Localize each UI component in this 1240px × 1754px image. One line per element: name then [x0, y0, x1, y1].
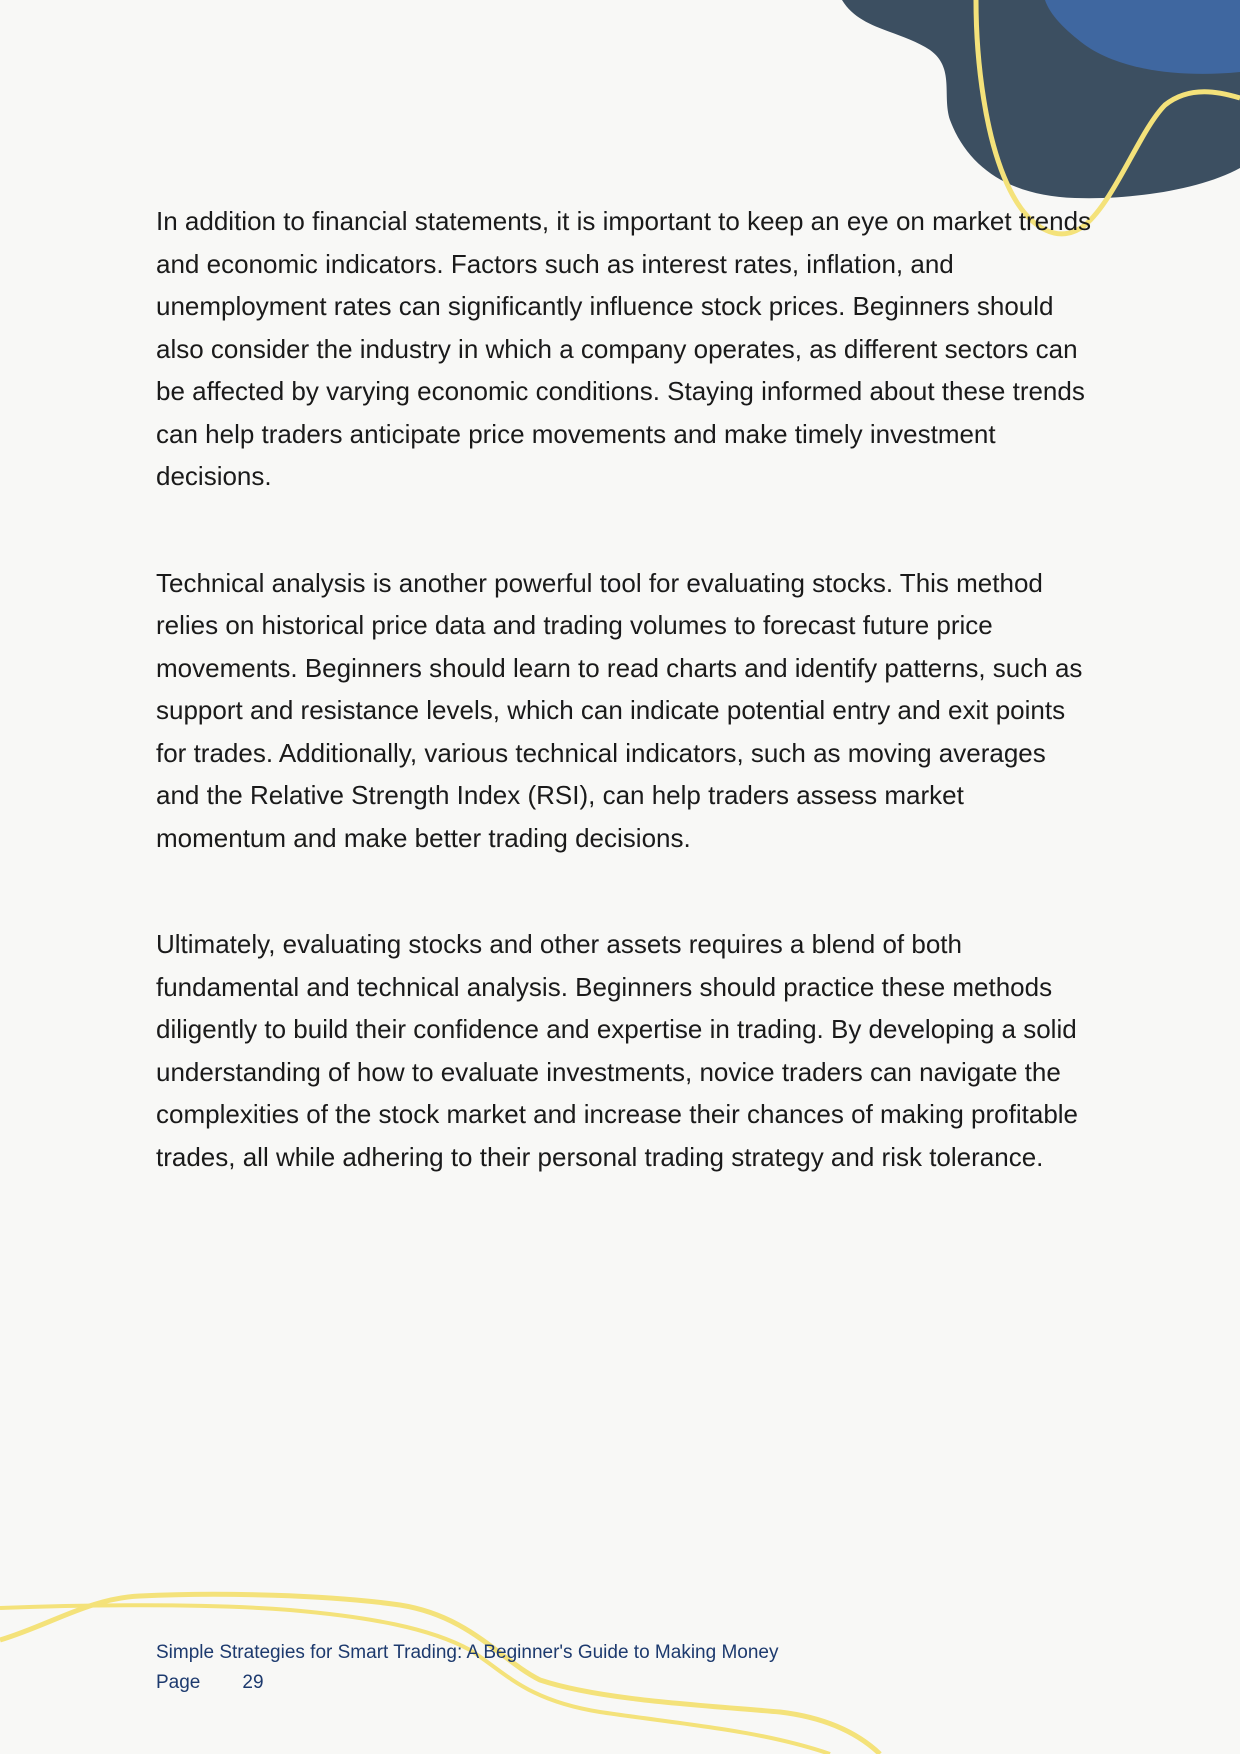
blue-blob-shape: [1045, 0, 1240, 74]
footer-page-line: [156, 1668, 779, 1698]
paragraph-conclusion: Ultimately, evaluating stocks and other assets requires a blend of both fundamental and technical analysis. Beginners should practice these methods diligently to build their confidence and expertise in trading. By developing a solid understanding of how to evaluate investments, novice traders can navigate the complexities of the stock market and increase their chances of making profitable trades, all while adhering to their personal trading strategy and risk tolerance.: [156, 929, 1079, 1172]
paragraph-technical-analysis: Technical analysis is another powerful tool for evaluating stocks. This method relies on historical price data and trading volumes to forecast future price movements. Beginners should learn to read charts and identify patterns, such as support and resistance levels, which can indicate potential entry and exit points for trades. Additionally, various technical indicators, such as moving averages and the Relative Strength Index (RSI), can help traders assess market momentum and make better trading decisions.: [156, 567, 1083, 853]
footer-page-number: 29: [242, 1672, 264, 1693]
footer-book-title: Simple Strategies for Smart Trading: A Beginner's Guide to Making Money: [156, 1642, 779, 1663]
footer-page-label: Page: [156, 1672, 201, 1693]
page-footer: [156, 1638, 779, 1698]
dark-blob-shape: [842, 0, 1240, 198]
document-body: [156, 200, 1096, 1242]
yellow-curve-top: [976, 0, 1240, 234]
paragraph-market-trends: In addition to financial statements, it is important to keep an eye on market trends and economic indicators. Factors such as interest rates, inflation, and unemployment rates can significantly influence stock prices. Beginners should also consider the industry in which a company operates, as different sectors can be affected by varying economic conditions. Staying informed about these trends can help traders anticipate price movements and make timely investment decisions.: [156, 206, 1092, 491]
